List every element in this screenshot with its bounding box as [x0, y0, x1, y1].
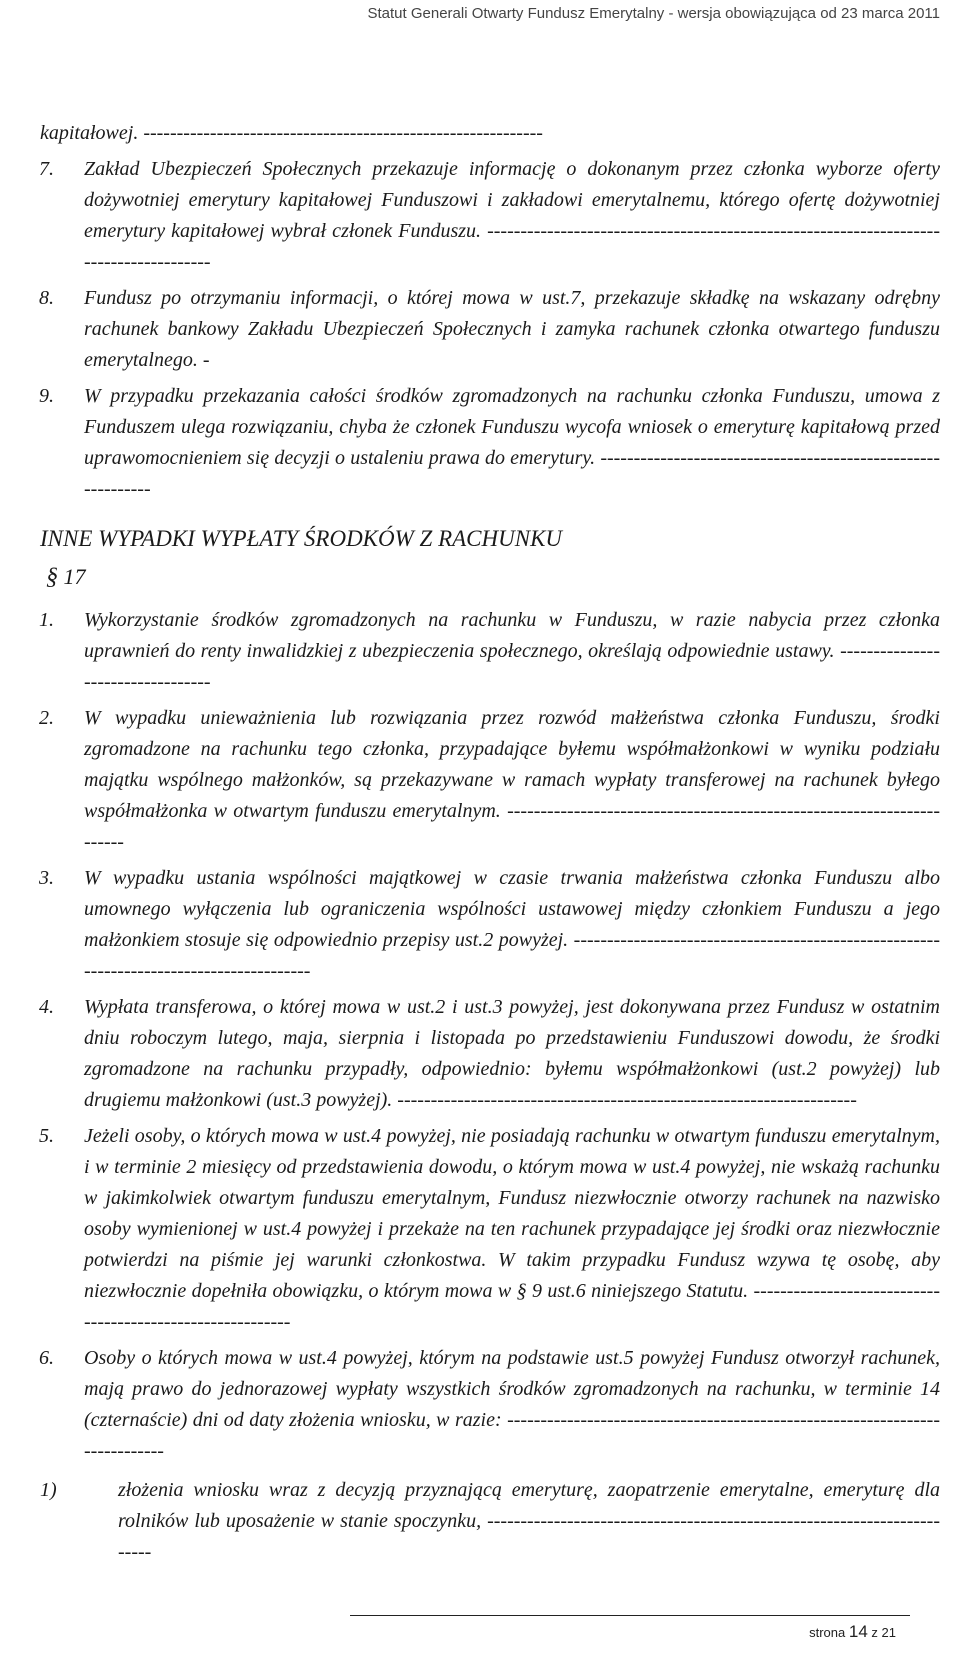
item-number: 8.	[39, 287, 54, 309]
list-item	[40, 605, 940, 698]
list-item	[40, 1121, 940, 1338]
page-footer	[809, 1622, 896, 1642]
item-text: Wykorzystanie środków zgromadzonych na rachunku w Funduszu, w razie nabycia przez członka uprawnień do renty inwalidzkiej z ubezpieczenia społecznego, określają odpowiednie ustawy. ----------------------------------	[84, 609, 940, 693]
item-number: 9.	[39, 385, 54, 407]
paragraph-sign	[46, 564, 940, 591]
page-number: 14	[848, 1622, 868, 1641]
list-item	[40, 992, 940, 1116]
sub-item-text: złożenia wniosku wraz z decyzją przyznającą emeryturę, zaopatrzenie emerytalne, emeryturę dla rolników lub uposażenie w stanie spoczynku, -------------------------------------------------------------------------	[118, 1479, 940, 1563]
item-number: 2.	[39, 707, 54, 729]
sub-list-item	[40, 1475, 940, 1568]
footer-separator: z	[871, 1625, 878, 1640]
paragraph-symbol: §	[46, 564, 58, 590]
item-number: 7.	[39, 158, 54, 180]
item-number: 1.	[39, 609, 54, 631]
item-text: Jeżeli osoby, o których mowa w ust.4 powyżej, nie posiadają rachunku w otwartym funduszu emerytalnym, i w terminie 2 miesięcy od przedstawienia dowodu, o którym mowa w ust.4 powyżej, nie wskażą rachunku w jakimkolwiek otwartym funduszu emerytalnym, Fundusz niezwłocznie otworzy rachunek na nazwisko osoby wymienionej w ust.4 powyżej i przekaże na ten rachunek przypadające jej środki oraz niezwłocznie potwierdzi na piśmie jej warunki członkostwa. W takim przypadku Fundusz wzywa tę osobę, aby niezwłocznie dopełniła obowiązku, o którym mowa w § 9 ust.6 niniejszego Statutu. -----------------------------------------------------------	[84, 1125, 940, 1333]
item-text: Fundusz po otrzymaniu informacji, o której mowa w ust.7, przekazuje składkę na wskazany odrębny rachunek bankowy Zakładu Ubezpieczeń Społecznych i zamyka rachunek członka otwartego funduszu emerytalnego. -	[84, 287, 940, 371]
item-number: 5.	[39, 1125, 54, 1147]
item-text: W wypadku ustania wspólności majątkowej w czasie trwania małżeństwa członka Funduszu albo umownego wyłączenia lub ograniczenia wspólności ustawowej między członkiem Funduszu a jego małżonkiem stosuje się odpowiednio przepisy ust.2 powyżej. -----------------------------------------------------------------------------------------	[84, 867, 940, 982]
list-item	[40, 381, 940, 505]
footer-prefix: strona	[809, 1625, 846, 1640]
paragraph-number: 17	[63, 564, 86, 589]
item-text: Zakład Ubezpieczeń Społecznych przekazuje informację o dokonanym przez członka wyborze oferty dożywotniej emerytury kapitałowej Funduszowi i zakładowi emerytalnemu, którego ofertę dożywotniej emerytury kapitałowej wybrał członek Funduszu. ---------------------------------------------------------------------------------------	[84, 158, 940, 273]
item-text: W przypadku przekazania całości środków zgromadzonych na rachunku członka Funduszu, umowa z Funduszem ulega rozwiązaniu, chyba że członek Funduszu wycofa wniosek o emeryturę kapitałową przed uprawomocnieniem się decyzji o ustaleniu prawa do emerytury. -------------------------------------------------------------	[84, 385, 940, 500]
list-item	[40, 154, 940, 278]
item-number: 6.	[39, 1347, 54, 1369]
section-heading: INNE WYPADKI WYPŁATY ŚRODKÓW Z RACHUNKU	[40, 526, 563, 551]
item-text: W wypadku unieważnienia lub rozwiązania przez rozwód małżeństwa członka Funduszu, środki zgromadzone na rachunku tego członka, przypadające byłemu współmałżonkowi w wyniku podziału majątku wspólnego małżonków, są przekazywane w ramach wypłaty transferowej na rachunek byłego współmałżonka w otwartym funduszu emerytalnym. -----------------------------------------------------------------------	[84, 707, 940, 853]
sub-item-number: 1)	[40, 1479, 57, 1501]
item-number: 4.	[39, 996, 54, 1018]
page-header: Statut Generali Otwarty Fundusz Emerytalny - wersja obowiązująca od 23 marca 2011	[367, 5, 940, 22]
item-number: 3.	[39, 867, 54, 889]
list-item	[40, 863, 940, 987]
document-body	[40, 118, 940, 1568]
continuation-text: kapitałowej. ------------------------------------------------------------	[40, 122, 543, 144]
page-total: 21	[881, 1625, 896, 1640]
list-item	[40, 703, 940, 858]
footer-divider	[350, 1615, 910, 1616]
item-text: Osoby o których mowa w ust.4 powyżej, którym na podstawie ust.5 powyżej Fundusz otworzył rachunek, mają prawo do jednorazowej wypłaty wszystkich środków zgromadzonych na rachunku, w terminie 14 (czternaście) dni od daty złożenia wniosku, w razie: -----------------------------------------------------------------------------	[84, 1347, 940, 1462]
item-text: Wypłata transferowa, o której mowa w ust.2 i ust.3 powyżej, jest dokonywana przez Fundusz w ostatnim dniu roboczym lutego, maja, sierpnia i listopada po przedstawieniu Funduszowi dowodu, że środki zgromadzone na rachunku przypadły, odpowiednio: byłemu współmałżonkowi (ust.2 powyżej) lub drugiemu małżonkowi (ust.3 powyżej). ---------------------------------------------------------------------	[84, 996, 940, 1111]
list-item	[40, 1343, 940, 1467]
list-item	[40, 283, 940, 376]
